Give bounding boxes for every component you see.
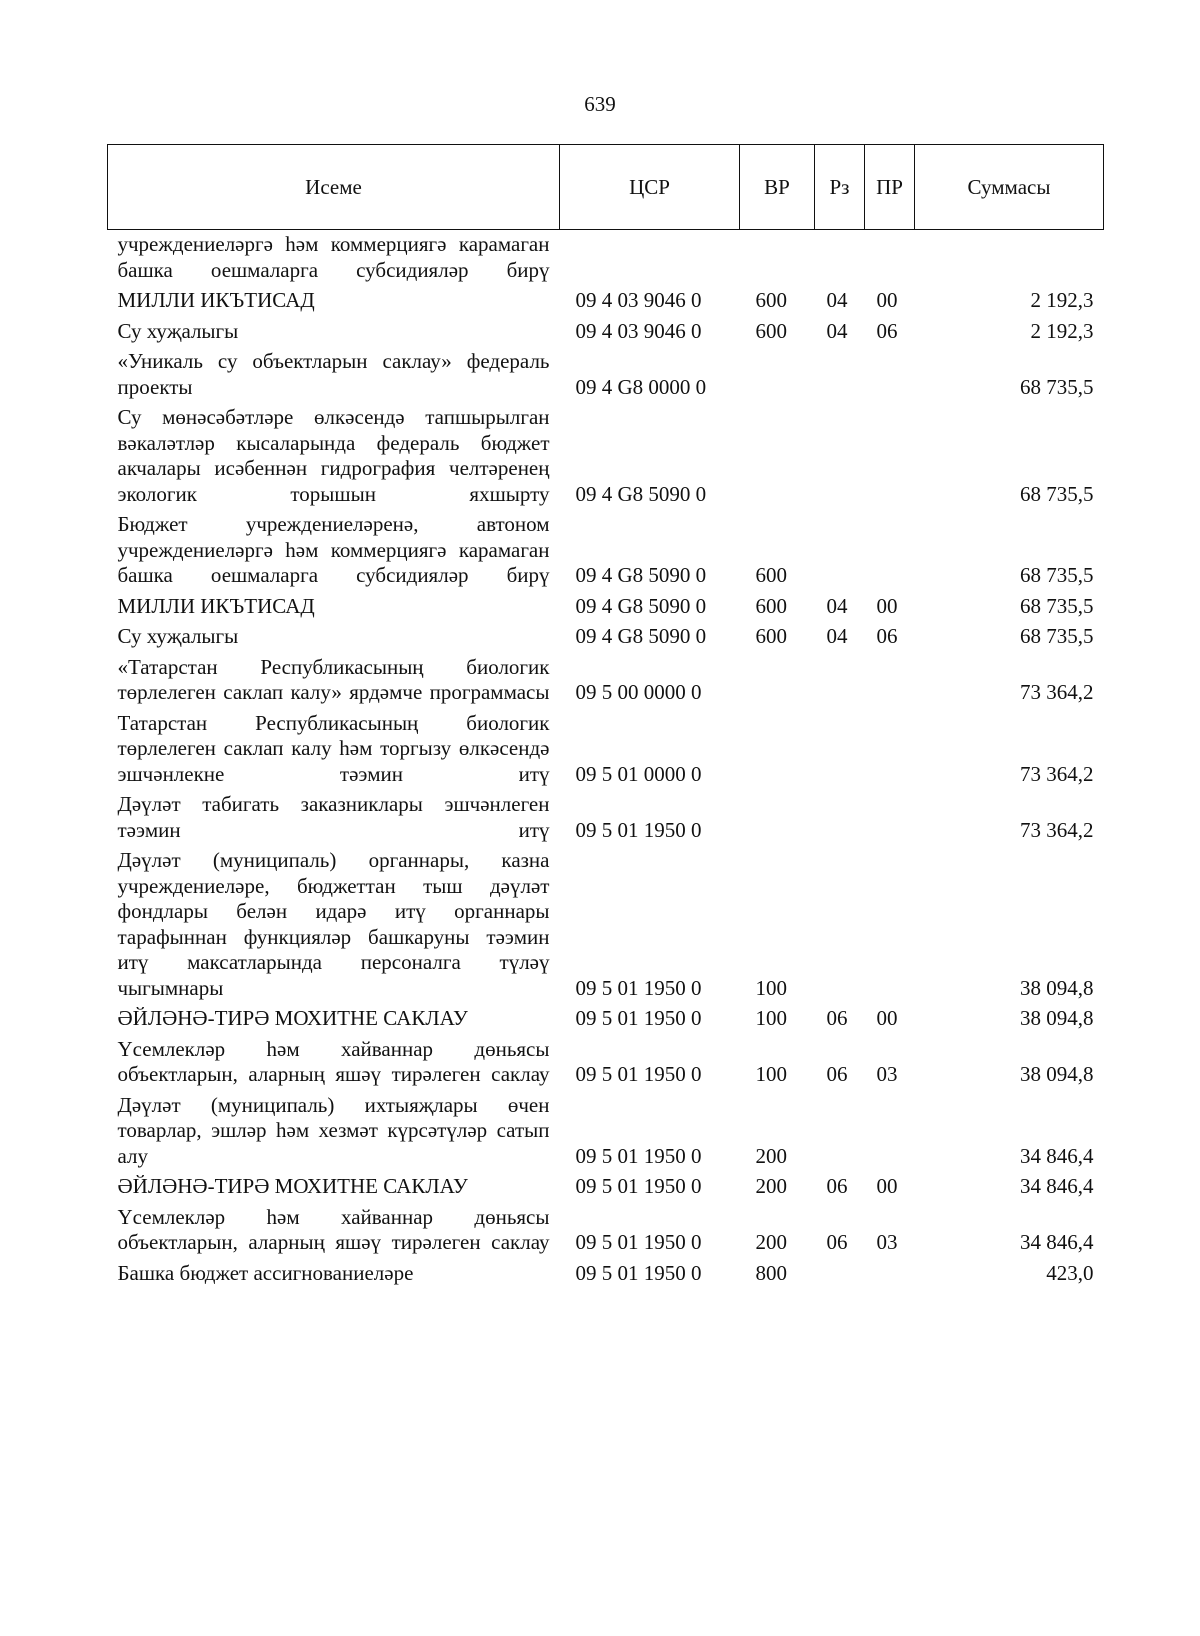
cell-pr <box>865 403 915 510</box>
cell-pr: 06 <box>876 318 898 343</box>
cell-vr: 100 <box>755 975 787 1000</box>
cell-rz: 06 <box>826 1006 848 1030</box>
cell-name: Дәүләт табигать заказниклары эшчәнлеген тәэмин итү <box>117 792 550 842</box>
cell-sum: 38 094,8 <box>1020 975 1094 1000</box>
cell-rz <box>815 709 865 791</box>
cell-pr <box>865 510 915 592</box>
cell-name: «Уникаль су объектларын саклау» федераль проекты <box>117 349 550 399</box>
cell-pr: 03 <box>876 1230 898 1254</box>
table-row <box>108 622 1104 653</box>
cell-csr: 09 4 G8 5090 0 <box>575 624 707 648</box>
page-number: 639 <box>584 92 616 116</box>
cell-name: учреждениеләргә һәм коммерциягә карамаган башка оешмаларга субсидияләр бирү <box>117 232 550 282</box>
budget-table <box>107 144 1104 1289</box>
table-row <box>108 1203 1104 1259</box>
cell-csr: 09 5 01 1950 0 <box>575 817 702 842</box>
cell-name: Су хуҗалыгы <box>117 318 239 343</box>
table-row <box>108 653 1104 709</box>
table-row <box>108 790 1104 846</box>
cell-pr <box>865 709 915 791</box>
cell-vr: 600 <box>755 288 787 312</box>
cell-vr: 200 <box>755 1174 787 1198</box>
cell-sum: 68 735,5 <box>1020 481 1094 506</box>
table-row <box>108 1172 1104 1203</box>
cell-csr: 09 5 01 1950 0 <box>575 975 702 1000</box>
cell-vr <box>740 653 815 709</box>
cell-pr <box>865 1091 915 1173</box>
cell-name: «Татарстан Республикасының биологик төрлелеген саклап калу» ярдәмче программасы <box>117 654 550 704</box>
table-row <box>108 709 1104 791</box>
header-sum: Суммасы <box>915 145 1104 230</box>
table-row <box>108 1259 1104 1290</box>
cell-csr: 09 4 03 9046 0 <box>575 318 702 343</box>
cell-rz: 06 <box>826 1062 848 1086</box>
cell-csr: 09 5 01 0000 0 <box>575 761 702 786</box>
cell-sum <box>915 230 1104 287</box>
cell-csr: 09 4 G8 0000 0 <box>575 374 707 399</box>
header-pr: ПР <box>865 145 915 230</box>
cell-rz: 04 <box>826 288 848 312</box>
table-row <box>108 1091 1104 1173</box>
cell-sum: 34 846,4 <box>1020 1230 1094 1254</box>
cell-vr <box>740 347 815 403</box>
table-body <box>108 230 1104 1290</box>
cell-sum: 73 364,2 <box>1020 680 1094 704</box>
table-row <box>108 1035 1104 1091</box>
cell-sum: 68 735,5 <box>1020 374 1094 399</box>
table-row <box>108 230 1104 287</box>
cell-rz <box>815 846 865 1004</box>
cell-pr: 06 <box>876 624 898 648</box>
cell-pr <box>865 347 915 403</box>
cell-vr: 200 <box>755 1230 787 1254</box>
table-row <box>108 317 1104 348</box>
table-row <box>108 510 1104 592</box>
cell-csr: 09 5 01 1950 0 <box>575 1006 702 1030</box>
cell-name: ӘЙЛӘНӘ-ТИРӘ МОХИТНЕ САКЛАУ <box>117 1006 468 1030</box>
cell-pr <box>865 230 915 287</box>
cell-csr: 09 4 03 9046 0 <box>575 288 702 312</box>
cell-name: Су хуҗалыгы <box>117 624 239 648</box>
cell-name: МИЛЛИ ИКЪТИСАД <box>117 288 315 312</box>
table-row <box>108 846 1104 1004</box>
cell-vr: 600 <box>755 593 787 618</box>
cell-sum: 423,0 <box>1046 1260 1094 1285</box>
cell-csr: 09 5 01 1950 0 <box>575 1062 702 1086</box>
cell-vr: 200 <box>755 1143 787 1168</box>
cell-rz: 06 <box>826 1230 848 1254</box>
cell-pr: 03 <box>876 1062 898 1086</box>
cell-rz: 04 <box>826 593 848 618</box>
cell-pr <box>865 790 915 846</box>
cell-sum: 68 735,5 <box>1020 593 1094 618</box>
cell-vr <box>740 790 815 846</box>
cell-sum: 38 094,8 <box>1020 1062 1094 1086</box>
cell-vr: 600 <box>755 318 787 343</box>
header-rz: Рз <box>815 145 865 230</box>
table-row <box>108 403 1104 510</box>
cell-sum: 68 735,5 <box>1020 624 1094 648</box>
cell-vr <box>740 403 815 510</box>
table-row <box>108 286 1104 317</box>
cell-rz <box>815 1259 865 1290</box>
cell-pr: 00 <box>876 593 898 618</box>
cell-name: Дәүләт (муниципаль) органнары, казна учреждениеләре, бюджеттан тыш дәүләт фондлары белән идарә итү органнары тарафыннан функцияләр башкаруны тәэмин итү максатларында персоналга түләү чыгымнары <box>117 848 550 1000</box>
cell-csr: 09 5 01 1950 0 <box>575 1260 702 1285</box>
cell-rz <box>815 230 865 287</box>
cell-pr: 00 <box>876 1174 898 1198</box>
cell-csr: 09 5 01 1950 0 <box>575 1230 702 1254</box>
cell-csr <box>560 230 740 287</box>
cell-csr: 09 5 01 1950 0 <box>575 1143 702 1168</box>
cell-rz <box>815 347 865 403</box>
cell-sum: 38 094,8 <box>1020 1006 1094 1030</box>
cell-vr: 800 <box>755 1260 787 1285</box>
cell-sum: 73 364,2 <box>1020 761 1094 786</box>
cell-name: Башка бюджет ассигнованиеләре <box>117 1260 414 1285</box>
cell-pr: 00 <box>876 288 898 312</box>
cell-pr <box>865 653 915 709</box>
cell-csr: 09 5 01 1950 0 <box>575 1174 702 1198</box>
cell-pr <box>865 1259 915 1290</box>
header-name: Исеме <box>108 145 560 230</box>
cell-name: МИЛЛИ ИКЪТИСАД <box>117 593 315 618</box>
table-row <box>108 592 1104 623</box>
header-csr: ЦСР <box>560 145 740 230</box>
cell-csr: 09 5 00 0000 0 <box>575 680 702 704</box>
table-header <box>108 145 1104 230</box>
cell-csr: 09 4 G8 5090 0 <box>575 593 707 618</box>
cell-csr: 09 4 G8 5090 0 <box>575 481 707 506</box>
cell-rz <box>815 1091 865 1173</box>
cell-name: Бюджет учреждениеләренә, автоном учреждениеләргә һәм коммерциягә карамаган башка оешмаларга субсидияләр бирү <box>117 512 550 587</box>
cell-name: Су мөнәсәбәтләре өлкәсендә тапшырылган вәкаләтләр кысаларында федераль бюджет акчалары исәбеннән гидрография челтәренең экологик торышын яхшырту <box>117 405 550 506</box>
table-row <box>108 1004 1104 1035</box>
cell-pr <box>865 846 915 1004</box>
cell-name: ӘЙЛӘНӘ-ТИРӘ МОХИТНЕ САКЛАУ <box>117 1174 468 1198</box>
cell-sum: 34 846,4 <box>1020 1143 1094 1168</box>
cell-sum: 2 192,3 <box>1030 318 1094 343</box>
cell-rz: 06 <box>826 1174 848 1198</box>
cell-pr: 00 <box>876 1006 898 1030</box>
cell-rz: 04 <box>826 624 848 648</box>
cell-rz <box>815 403 865 510</box>
cell-vr: 100 <box>755 1006 787 1030</box>
cell-name: Дәүләт (муниципаль) ихтыяҗлары өчен товарлар, эшләр һәм хезмәт күрсәтүләр сатып алу <box>117 1092 550 1168</box>
cell-rz <box>815 510 865 592</box>
cell-csr: 09 4 G8 5090 0 <box>575 563 707 587</box>
cell-vr <box>740 709 815 791</box>
cell-rz: 04 <box>826 318 848 343</box>
cell-sum: 73 364,2 <box>1020 817 1094 842</box>
cell-name: Үсемлекләр һәм хайваннар дөньясы объектларын, аларның яшәү тирәлеген саклау <box>117 1204 550 1254</box>
cell-sum: 34 846,4 <box>1020 1174 1094 1198</box>
cell-vr: 100 <box>755 1062 787 1086</box>
cell-sum: 2 192,3 <box>1030 288 1094 312</box>
cell-vr: 600 <box>755 563 787 587</box>
table-row <box>108 347 1104 403</box>
cell-vr <box>740 230 815 287</box>
cell-name: Татарстан Республикасының биологик төрлелеген саклап калу һәм торгызу өлкәсендә эшчәнлекне тәэмин итү <box>117 710 550 786</box>
cell-rz <box>815 653 865 709</box>
cell-rz <box>815 790 865 846</box>
cell-sum: 68 735,5 <box>1020 563 1094 587</box>
cell-vr: 600 <box>755 624 787 648</box>
header-vr: ВР <box>740 145 815 230</box>
cell-name: Үсемлекләр һәм хайваннар дөньясы объектларын, аларның яшәү тирәлеген саклау <box>117 1036 550 1086</box>
